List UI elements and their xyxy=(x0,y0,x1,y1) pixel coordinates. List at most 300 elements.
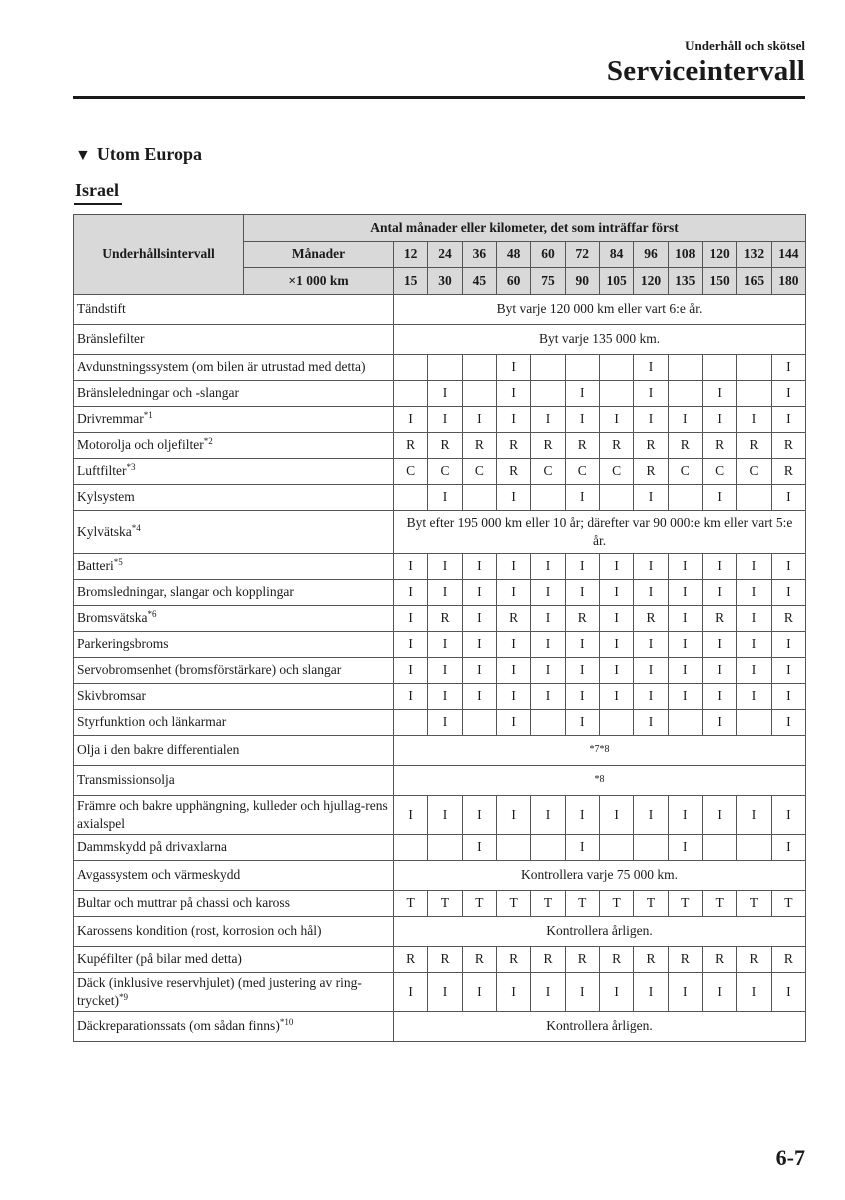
interval-cell: T xyxy=(531,890,565,916)
table-row xyxy=(74,553,806,579)
interval-cell: I xyxy=(702,683,736,709)
interval-cell: I xyxy=(668,605,702,631)
interval-cell xyxy=(668,709,702,735)
interval-cell: I xyxy=(702,631,736,657)
km-value: 75 xyxy=(531,268,565,295)
table-row xyxy=(74,834,806,860)
interval-cell: T xyxy=(668,890,702,916)
interval-cell: I xyxy=(634,657,668,683)
months-value: 96 xyxy=(634,241,668,268)
interval-cell: C xyxy=(668,458,702,484)
table-row xyxy=(74,294,806,324)
interval-cell: I xyxy=(668,834,702,860)
interval-cell: I xyxy=(428,380,462,406)
months-value: 132 xyxy=(737,241,771,268)
interval-cell: I xyxy=(702,579,736,605)
interval-cell: R xyxy=(771,458,805,484)
interval-cell: R xyxy=(702,432,736,458)
interval-cell xyxy=(737,380,771,406)
maintenance-item-name: Dammskydd på drivaxlarna xyxy=(77,839,227,854)
maintenance-item xyxy=(74,406,394,432)
interval-cell: I xyxy=(462,834,496,860)
maintenance-item-name: Främre och bakre upphängning, kulleder och hjullag-rens axialspel xyxy=(77,797,388,831)
maintenance-item-name: Batteri xyxy=(77,558,114,573)
maintenance-item xyxy=(74,380,394,406)
interval-cell: I xyxy=(599,972,633,1011)
km-label: ×1 000 km xyxy=(244,268,394,295)
maintenance-item-name: Bromsledningar, slangar och kopplingar xyxy=(77,584,294,599)
top-header: Antal månader eller kilometer, det som inträffar först xyxy=(244,215,806,242)
maintenance-item-name: Kylvätska xyxy=(77,523,132,539)
interval-cell: I xyxy=(531,553,565,579)
table-row xyxy=(74,432,806,458)
maintenance-item-name: Kylsystem xyxy=(77,489,135,504)
interval-cell: I xyxy=(771,406,805,432)
months-value: 12 xyxy=(394,241,428,268)
interval-cell: I xyxy=(599,553,633,579)
km-value: 60 xyxy=(496,268,530,295)
maintenance-item-name: Tändstift xyxy=(77,301,126,316)
interval-cell: C xyxy=(394,458,428,484)
interval-cell: I xyxy=(462,553,496,579)
interval-cell: I xyxy=(599,631,633,657)
interval-cell: R xyxy=(737,946,771,972)
months-value: 72 xyxy=(565,241,599,268)
interval-cell: I xyxy=(771,683,805,709)
footnote-ref: *2 xyxy=(203,436,213,446)
footnote-ref: *1 xyxy=(143,410,153,420)
interval-cell: R xyxy=(565,432,599,458)
interval-cell xyxy=(737,834,771,860)
interval-cell xyxy=(702,354,736,380)
interval-cell: I xyxy=(496,484,530,510)
table-row xyxy=(74,683,806,709)
maintenance-item xyxy=(74,432,394,458)
table-row xyxy=(74,406,806,432)
interval-cell: T xyxy=(771,890,805,916)
interval-cell: I xyxy=(428,657,462,683)
interval-cell: C xyxy=(462,458,496,484)
interval-cell: I xyxy=(702,709,736,735)
interval-cell: I xyxy=(565,553,599,579)
table-row xyxy=(74,765,806,795)
interval-cell: R xyxy=(428,946,462,972)
interval-cell: C xyxy=(702,458,736,484)
interval-cell: I xyxy=(634,553,668,579)
table-row xyxy=(74,709,806,735)
interval-cell: I xyxy=(565,380,599,406)
interval-cell: I xyxy=(702,972,736,1011)
interval-cell: I xyxy=(428,683,462,709)
maintenance-item xyxy=(74,860,394,890)
maintenance-item xyxy=(74,795,394,834)
interval-cell: I xyxy=(599,406,633,432)
interval-cell: I xyxy=(496,579,530,605)
interval-cell: R xyxy=(634,946,668,972)
interval-cell: T xyxy=(702,890,736,916)
months-value: 120 xyxy=(702,241,736,268)
interval-cell: I xyxy=(634,795,668,834)
maintenance-item-name: Skivbromsar xyxy=(77,688,146,703)
maintenance-item xyxy=(74,324,394,354)
km-value: 90 xyxy=(565,268,599,295)
interval-cell xyxy=(394,709,428,735)
maintenance-item-name: Servobromsenhet (bromsförstärkare) och slangar xyxy=(77,662,342,677)
interval-cell xyxy=(737,484,771,510)
km-value: 180 xyxy=(771,268,805,295)
interval-cell: R xyxy=(668,946,702,972)
interval-cell: I xyxy=(702,553,736,579)
table-header xyxy=(74,215,806,295)
interval-cell: I xyxy=(428,406,462,432)
maintenance-item xyxy=(74,657,394,683)
interval-cell: R xyxy=(496,432,530,458)
interval-cell: I xyxy=(462,795,496,834)
months-value: 144 xyxy=(771,241,805,268)
interval-cell: I xyxy=(737,683,771,709)
interval-cell: I xyxy=(599,579,633,605)
interval-cell: R xyxy=(771,432,805,458)
interval-cell xyxy=(599,484,633,510)
maintenance-item xyxy=(74,354,394,380)
interval-cell: I xyxy=(634,683,668,709)
interval-cell: T xyxy=(496,890,530,916)
interval-cell: I xyxy=(428,972,462,1011)
months-value: 60 xyxy=(531,241,565,268)
page-number: 6-7 xyxy=(775,1145,805,1170)
interval-cell xyxy=(634,834,668,860)
maintenance-item-name: Bränsleledningar och -slangar xyxy=(77,385,239,400)
interval-cell: R xyxy=(394,432,428,458)
maintenance-item-name: Däck (inklusive reservhjulet) (med justering av ring-trycket) xyxy=(77,974,362,1008)
interval-cell: I xyxy=(394,605,428,631)
interval-cell: I xyxy=(394,795,428,834)
interval-cell: R xyxy=(496,605,530,631)
interval-note: *7*8 xyxy=(394,735,806,765)
maintenance-item xyxy=(74,834,394,860)
interval-cell: I xyxy=(668,631,702,657)
interval-cell: I xyxy=(496,657,530,683)
interval-cell xyxy=(462,484,496,510)
maintenance-item xyxy=(74,972,394,1011)
interval-cell: I xyxy=(531,972,565,1011)
interval-cell: I xyxy=(737,631,771,657)
service-interval-table xyxy=(73,214,806,1042)
interval-cell: T xyxy=(428,890,462,916)
interval-cell: R xyxy=(771,946,805,972)
interval-cell xyxy=(462,380,496,406)
interval-cell: R xyxy=(668,432,702,458)
interval-cell: I xyxy=(565,579,599,605)
interval-cell: I xyxy=(771,631,805,657)
km-value: 45 xyxy=(462,268,496,295)
maintenance-item-name: Bromsvätska xyxy=(77,610,148,625)
interval-cell: T xyxy=(737,890,771,916)
interval-cell: I xyxy=(702,406,736,432)
maintenance-item-name: Olja i den bakre differentialen xyxy=(77,742,240,757)
interval-cell xyxy=(599,380,633,406)
interval-cell: I xyxy=(462,579,496,605)
interval-cell: I xyxy=(462,972,496,1011)
interval-cell: I xyxy=(428,795,462,834)
interval-cell: R xyxy=(428,605,462,631)
interval-cell: R xyxy=(702,605,736,631)
maintenance-item xyxy=(74,709,394,735)
interval-cell: I xyxy=(531,657,565,683)
interval-cell: R xyxy=(634,458,668,484)
interval-cell: I xyxy=(668,579,702,605)
interval-cell: I xyxy=(634,484,668,510)
triangle-down-icon: ▼ xyxy=(75,147,91,164)
interval-cell: I xyxy=(771,553,805,579)
interval-cell: I xyxy=(531,579,565,605)
maintenance-item xyxy=(74,484,394,510)
interval-cell: I xyxy=(496,795,530,834)
interval-cell: I xyxy=(634,406,668,432)
maintenance-item-name: Motorolja och oljefilter xyxy=(77,437,204,452)
interval-cell xyxy=(565,354,599,380)
maintenance-item-name: Parkeringsbroms xyxy=(77,636,169,651)
footnote-ref: *3 xyxy=(126,462,136,472)
interval-cell: I xyxy=(702,657,736,683)
interval-cell: R xyxy=(496,458,530,484)
interval-cell xyxy=(428,834,462,860)
interval-cell: I xyxy=(394,406,428,432)
table-row xyxy=(74,735,806,765)
interval-cell: R xyxy=(394,946,428,972)
item-column-header: Underhållsintervall xyxy=(74,215,244,295)
interval-cell: I xyxy=(462,683,496,709)
interval-cell: R xyxy=(771,605,805,631)
interval-cell: R xyxy=(462,432,496,458)
maintenance-item-name: Avgassystem och värmeskydd xyxy=(77,867,241,882)
header-rule xyxy=(73,96,805,99)
interval-cell: C xyxy=(737,458,771,484)
interval-note: Byt varje 120 000 km eller vart 6:e år. xyxy=(394,294,806,324)
maintenance-item xyxy=(74,579,394,605)
km-value: 135 xyxy=(668,268,702,295)
interval-cell: I xyxy=(565,972,599,1011)
months-value: 108 xyxy=(668,241,702,268)
table-row xyxy=(74,458,806,484)
interval-cell xyxy=(531,380,565,406)
country-underline xyxy=(74,203,122,205)
table-row xyxy=(74,860,806,890)
maintenance-item xyxy=(74,294,394,324)
interval-cell xyxy=(394,354,428,380)
months-value: 84 xyxy=(599,241,633,268)
interval-cell xyxy=(668,380,702,406)
interval-cell: I xyxy=(462,605,496,631)
interval-cell: T xyxy=(565,890,599,916)
interval-cell: I xyxy=(771,657,805,683)
interval-cell: C xyxy=(531,458,565,484)
maintenance-item xyxy=(74,458,394,484)
interval-cell: R xyxy=(531,432,565,458)
table-row xyxy=(74,972,806,1011)
interval-cell xyxy=(428,354,462,380)
table-row xyxy=(74,324,806,354)
table-row xyxy=(74,946,806,972)
interval-cell: I xyxy=(565,709,599,735)
interval-cell: I xyxy=(634,972,668,1011)
maintenance-item-name: Luftfilter xyxy=(77,463,127,478)
km-value: 120 xyxy=(634,268,668,295)
interval-cell: T xyxy=(599,890,633,916)
interval-cell: I xyxy=(496,683,530,709)
interval-cell: I xyxy=(634,380,668,406)
months-value: 24 xyxy=(428,241,462,268)
maintenance-item xyxy=(74,946,394,972)
maintenance-item xyxy=(74,916,394,946)
country-heading: Israel xyxy=(75,180,119,200)
maintenance-item xyxy=(74,510,394,553)
km-value: 165 xyxy=(737,268,771,295)
km-value: 30 xyxy=(428,268,462,295)
interval-cell: I xyxy=(737,605,771,631)
interval-cell: I xyxy=(668,553,702,579)
interval-cell: I xyxy=(496,972,530,1011)
interval-cell: C xyxy=(565,458,599,484)
interval-cell: T xyxy=(394,890,428,916)
interval-cell: I xyxy=(668,406,702,432)
maintenance-item xyxy=(74,765,394,795)
interval-cell: R xyxy=(565,946,599,972)
maintenance-item xyxy=(74,1011,394,1041)
interval-cell: T xyxy=(462,890,496,916)
interval-cell: I xyxy=(496,354,530,380)
maintenance-item-name: Däckreparationssats (om sådan finns) xyxy=(77,1018,280,1033)
maintenance-item-name: Styrfunktion och länkarmar xyxy=(77,714,227,729)
months-label: Månader xyxy=(244,241,394,268)
table-row xyxy=(74,579,806,605)
maintenance-item-name: Bränslefilter xyxy=(77,331,145,346)
interval-cell xyxy=(496,834,530,860)
maintenance-item-name: Karossens kondition (rost, korrosion och hål) xyxy=(77,923,322,938)
interval-cell xyxy=(531,354,565,380)
maintenance-item-name: Drivremmar xyxy=(77,411,144,426)
interval-cell: I xyxy=(531,605,565,631)
interval-cell xyxy=(737,709,771,735)
interval-cell: I xyxy=(531,795,565,834)
interval-cell: I xyxy=(634,354,668,380)
interval-cell: I xyxy=(428,484,462,510)
interval-cell: I xyxy=(394,657,428,683)
table-row xyxy=(74,916,806,946)
interval-cell: I xyxy=(634,579,668,605)
interval-cell xyxy=(531,709,565,735)
interval-cell: I xyxy=(496,553,530,579)
maintenance-item xyxy=(74,631,394,657)
interval-note: Byt varje 135 000 km. xyxy=(394,324,806,354)
interval-cell: I xyxy=(599,657,633,683)
interval-cell: I xyxy=(428,631,462,657)
interval-cell: I xyxy=(496,631,530,657)
table-row xyxy=(74,795,806,834)
interval-cell: I xyxy=(565,657,599,683)
interval-cell: I xyxy=(634,709,668,735)
interval-cell xyxy=(462,709,496,735)
interval-cell: I xyxy=(462,657,496,683)
footnote-ref: *6 xyxy=(147,609,157,619)
footnote-ref: *9 xyxy=(118,991,128,1002)
interval-cell: I xyxy=(668,795,702,834)
interval-cell: I xyxy=(531,631,565,657)
table-row xyxy=(74,354,806,380)
interval-cell: I xyxy=(737,795,771,834)
interval-cell: I xyxy=(771,972,805,1011)
interval-cell: R xyxy=(599,946,633,972)
interval-cell: I xyxy=(737,579,771,605)
interval-cell xyxy=(668,354,702,380)
interval-cell: I xyxy=(496,406,530,432)
footnote-ref: *4 xyxy=(131,522,141,533)
interval-cell: I xyxy=(565,683,599,709)
interval-cell: R xyxy=(737,432,771,458)
interval-cell: I xyxy=(737,553,771,579)
table-row xyxy=(74,631,806,657)
maintenance-item xyxy=(74,605,394,631)
interval-cell: I xyxy=(565,406,599,432)
table-row xyxy=(74,510,806,553)
region-title: Utom Europa xyxy=(96,144,203,164)
interval-cell: R xyxy=(634,432,668,458)
interval-cell: T xyxy=(634,890,668,916)
interval-cell: I xyxy=(771,380,805,406)
maintenance-item-name: Transmissionsolja xyxy=(77,772,175,787)
interval-cell: R xyxy=(531,946,565,972)
interval-cell: I xyxy=(771,484,805,510)
interval-cell: I xyxy=(428,553,462,579)
interval-cell: R xyxy=(702,946,736,972)
interval-cell: R xyxy=(428,432,462,458)
interval-cell xyxy=(531,834,565,860)
interval-cell: R xyxy=(599,432,633,458)
interval-cell: I xyxy=(668,683,702,709)
interval-cell: R xyxy=(565,605,599,631)
table-row xyxy=(74,657,806,683)
interval-note: Kontrollera årligen. xyxy=(394,916,806,946)
interval-cell: I xyxy=(702,484,736,510)
interval-cell xyxy=(394,834,428,860)
interval-cell: I xyxy=(634,631,668,657)
table-row xyxy=(74,605,806,631)
months-value: 36 xyxy=(462,241,496,268)
interval-note: *8 xyxy=(394,765,806,795)
interval-cell xyxy=(599,834,633,860)
interval-cell: I xyxy=(565,631,599,657)
interval-cell: I xyxy=(599,683,633,709)
km-value: 105 xyxy=(599,268,633,295)
interval-cell: I xyxy=(496,709,530,735)
interval-cell: I xyxy=(394,579,428,605)
maintenance-item-name: Bultar och muttrar på chassi och kaross xyxy=(77,895,290,910)
months-value: 48 xyxy=(496,241,530,268)
interval-cell xyxy=(702,834,736,860)
section-header: Underhåll och skötsel xyxy=(685,38,805,53)
interval-cell: I xyxy=(428,579,462,605)
page-title: Serviceintervall xyxy=(606,55,805,87)
footnote-ref: *5 xyxy=(113,557,123,567)
interval-cell xyxy=(394,380,428,406)
maintenance-item-name: Avdunstningssystem (om bilen är utrustad med detta) xyxy=(77,359,366,374)
interval-cell xyxy=(599,709,633,735)
km-value: 150 xyxy=(702,268,736,295)
interval-cell: I xyxy=(394,972,428,1011)
table-row xyxy=(74,380,806,406)
maintenance-item xyxy=(74,553,394,579)
interval-cell: I xyxy=(462,406,496,432)
